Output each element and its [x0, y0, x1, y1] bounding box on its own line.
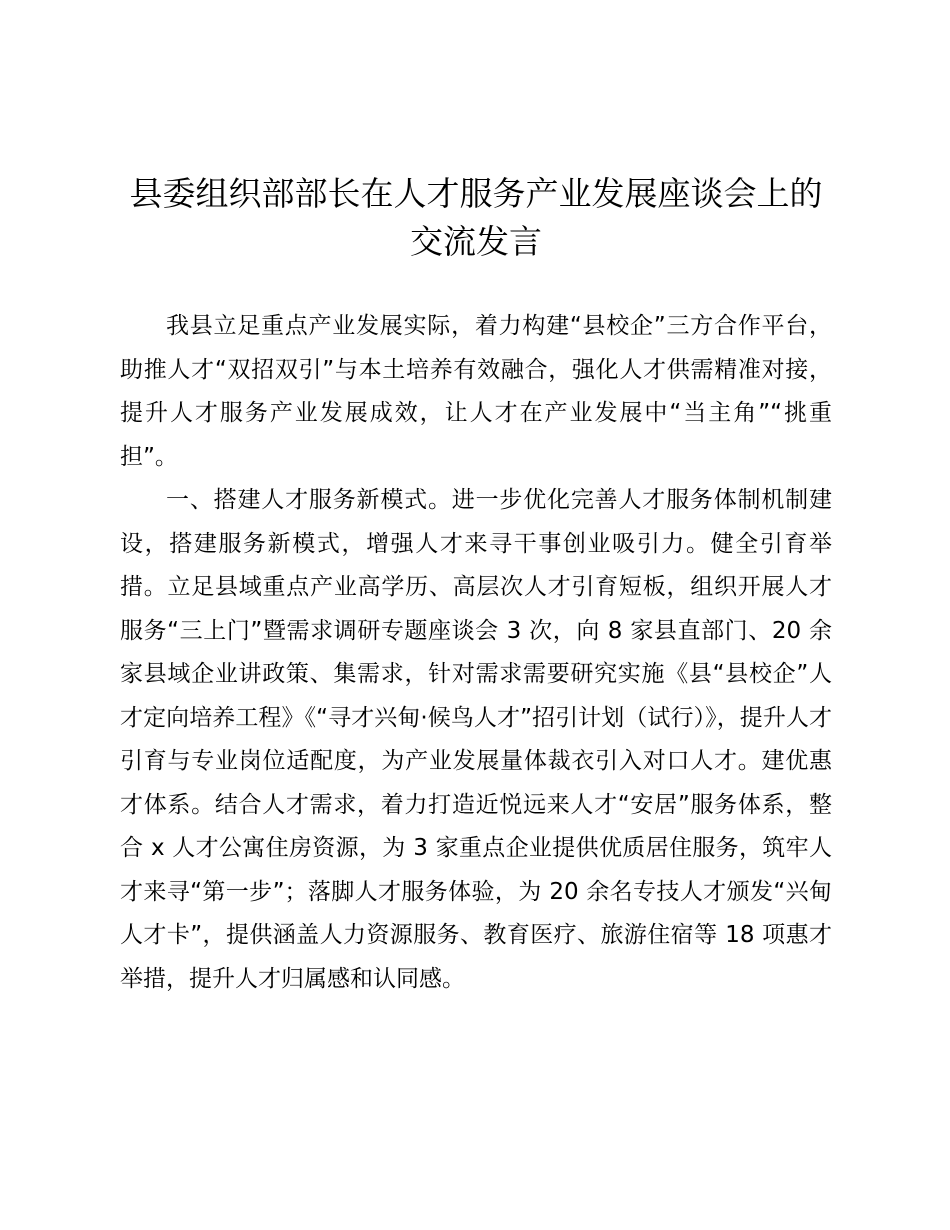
document-page	[120, 170, 832, 1001]
document-title: 县委组织部部长在人才服务产业发展座谈会上的交流发言	[129, 174, 823, 261]
intro-paragraph: 我县立足重点产业发展实际，着力构建“县校企”三方合作平台，助推人才“双招双引”与本土培养有效融合，强化人才供需精准对接，提升人才服务产业发展成效，让人才在产业发展中“当主角”“挑重担”。	[120, 313, 832, 470]
section-one-paragraph: 一、搭建人才服务新模式。进一步优化完善人才服务体制机制建设，搭建服务新模式，增强人才来寻干事创业吸引力。健全引育举措。立足县域重点产业高学历、高层次人才引育短板，组织开展人才服务“三上门”暨需求调研专题座谈会 3 次，向 8 家县直部门、20 余家县域企业讲政策、集需求，针对需求需要研究实施《县“县校企”人才定向培养工程》《“寻才兴甸·候鸟人才”招引计划（试行）》，提升人才引育与专业岗位适配度，为产业发展量体裁衣引入对口人才。建优惠才体系。结合人才需求，着力打造近悦远来人才“安居”服务体系，整合 x 人才公寓住房资源，为 3 家重点企业提供优质居住服务，筑牢人才来寻“第一步”；落脚人才服务体验，为 20 余名专技人才颁发“兴甸人才卡”，提供涵盖人力资源服务、教育医疗、旅游住宿等 18 项惠才举措，提升人才归属感和认同感。	[120, 487, 832, 992]
